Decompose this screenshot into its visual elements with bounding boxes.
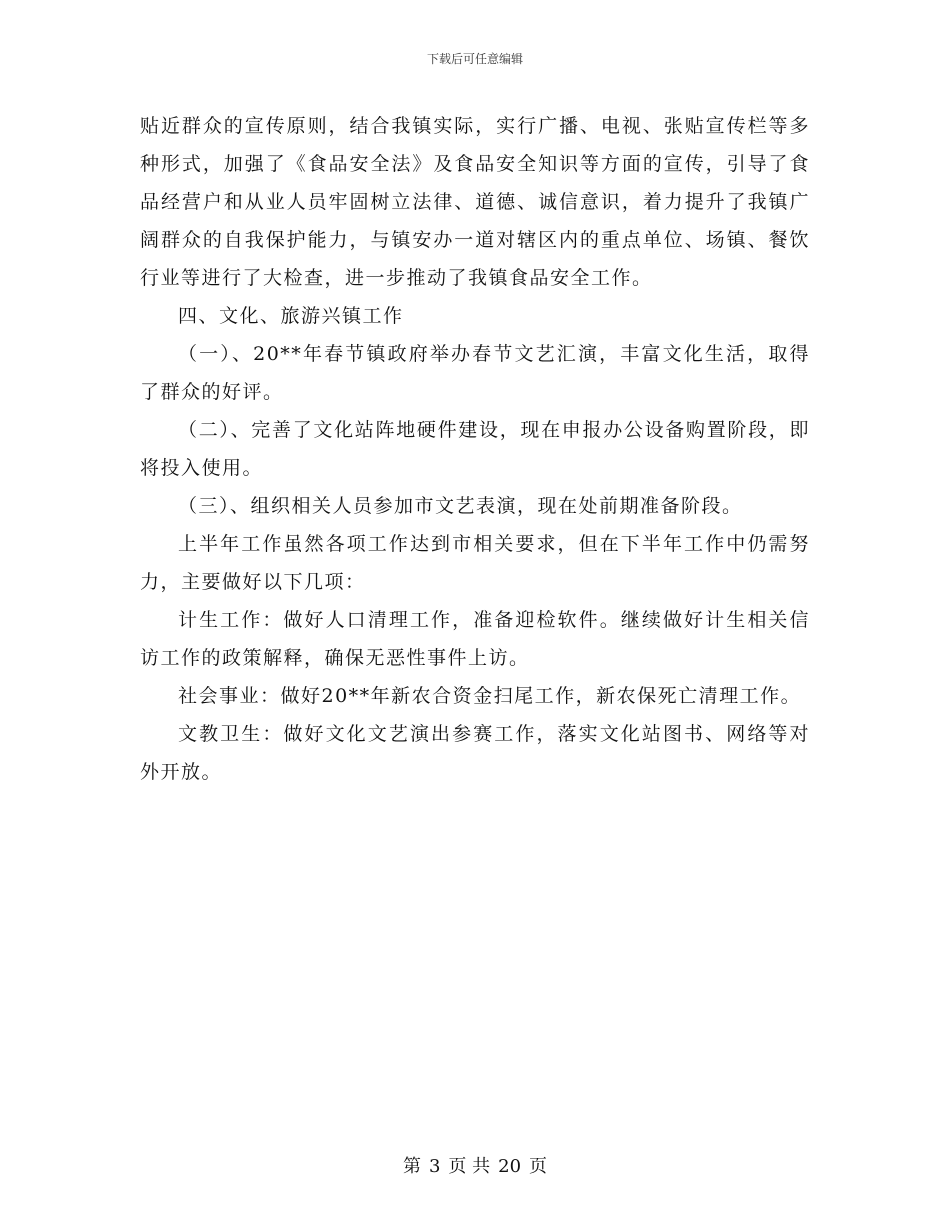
page-footer xyxy=(0,1152,950,1178)
paragraph-item-2: （二）、完善了文化站阵地硬件建设，现在申报办公设备购置阶段，即将投入使用。 xyxy=(140,419,810,479)
paragraph-education-health: 文教卫生：做好文化文艺演出参赛工作，落实文化站图书、网络等对外开放。 xyxy=(140,723,810,783)
footer-prefix: 第 xyxy=(402,1156,421,1177)
paragraph-summary: 上半年工作虽然各项工作达到市相关要求，但在下半年工作中仍需努力，主要做好以下几项： xyxy=(140,533,810,593)
document-body xyxy=(140,107,810,791)
paragraph-family-planning: 计生工作：做好人口清理工作，准备迎检软件。继续做好计生相关信访工作的政策解释，确保无恶性事件上访。 xyxy=(140,609,810,669)
footer-middle: 页 共 xyxy=(448,1156,491,1177)
paragraph-1: 贴近群众的宣传原则，结合我镇实际，实行广播、电视、张贴宣传栏等多种形式，加强了《食品安全法》及食品安全知识等方面的宣传，引导了食品经营户和从业人员牢固树立法律、道德、诚信意识，着力提升了我镇广阔群众的自我保护能力，与镇安办一道对辖区内的重点单位、场镇、餐饮行业等进行了大检查，进一步推动了我镇食品安全工作。 xyxy=(140,115,810,289)
footer-current-page: 3 xyxy=(428,1156,441,1177)
paragraph-social-affairs: 社会事业：做好20**年新农合资金扫尾工作，新农保死亡清理工作。 xyxy=(178,685,802,707)
paragraph-item-1: （一）、20**年春节镇政府举办春节文艺汇演，丰富文化生活，取得了群众的好评。 xyxy=(140,343,810,403)
footer-suffix: 页 xyxy=(529,1156,548,1177)
section-heading-culture-tourism: 四、文化、旅游兴镇工作 xyxy=(178,305,404,327)
paragraph-item-3: （三）、组织相关人员参加市文艺表演，现在处前期准备阶段。 xyxy=(178,495,743,517)
page-header: 下载后可任意编辑 xyxy=(426,52,523,66)
footer-total-pages: 20 xyxy=(498,1156,522,1177)
